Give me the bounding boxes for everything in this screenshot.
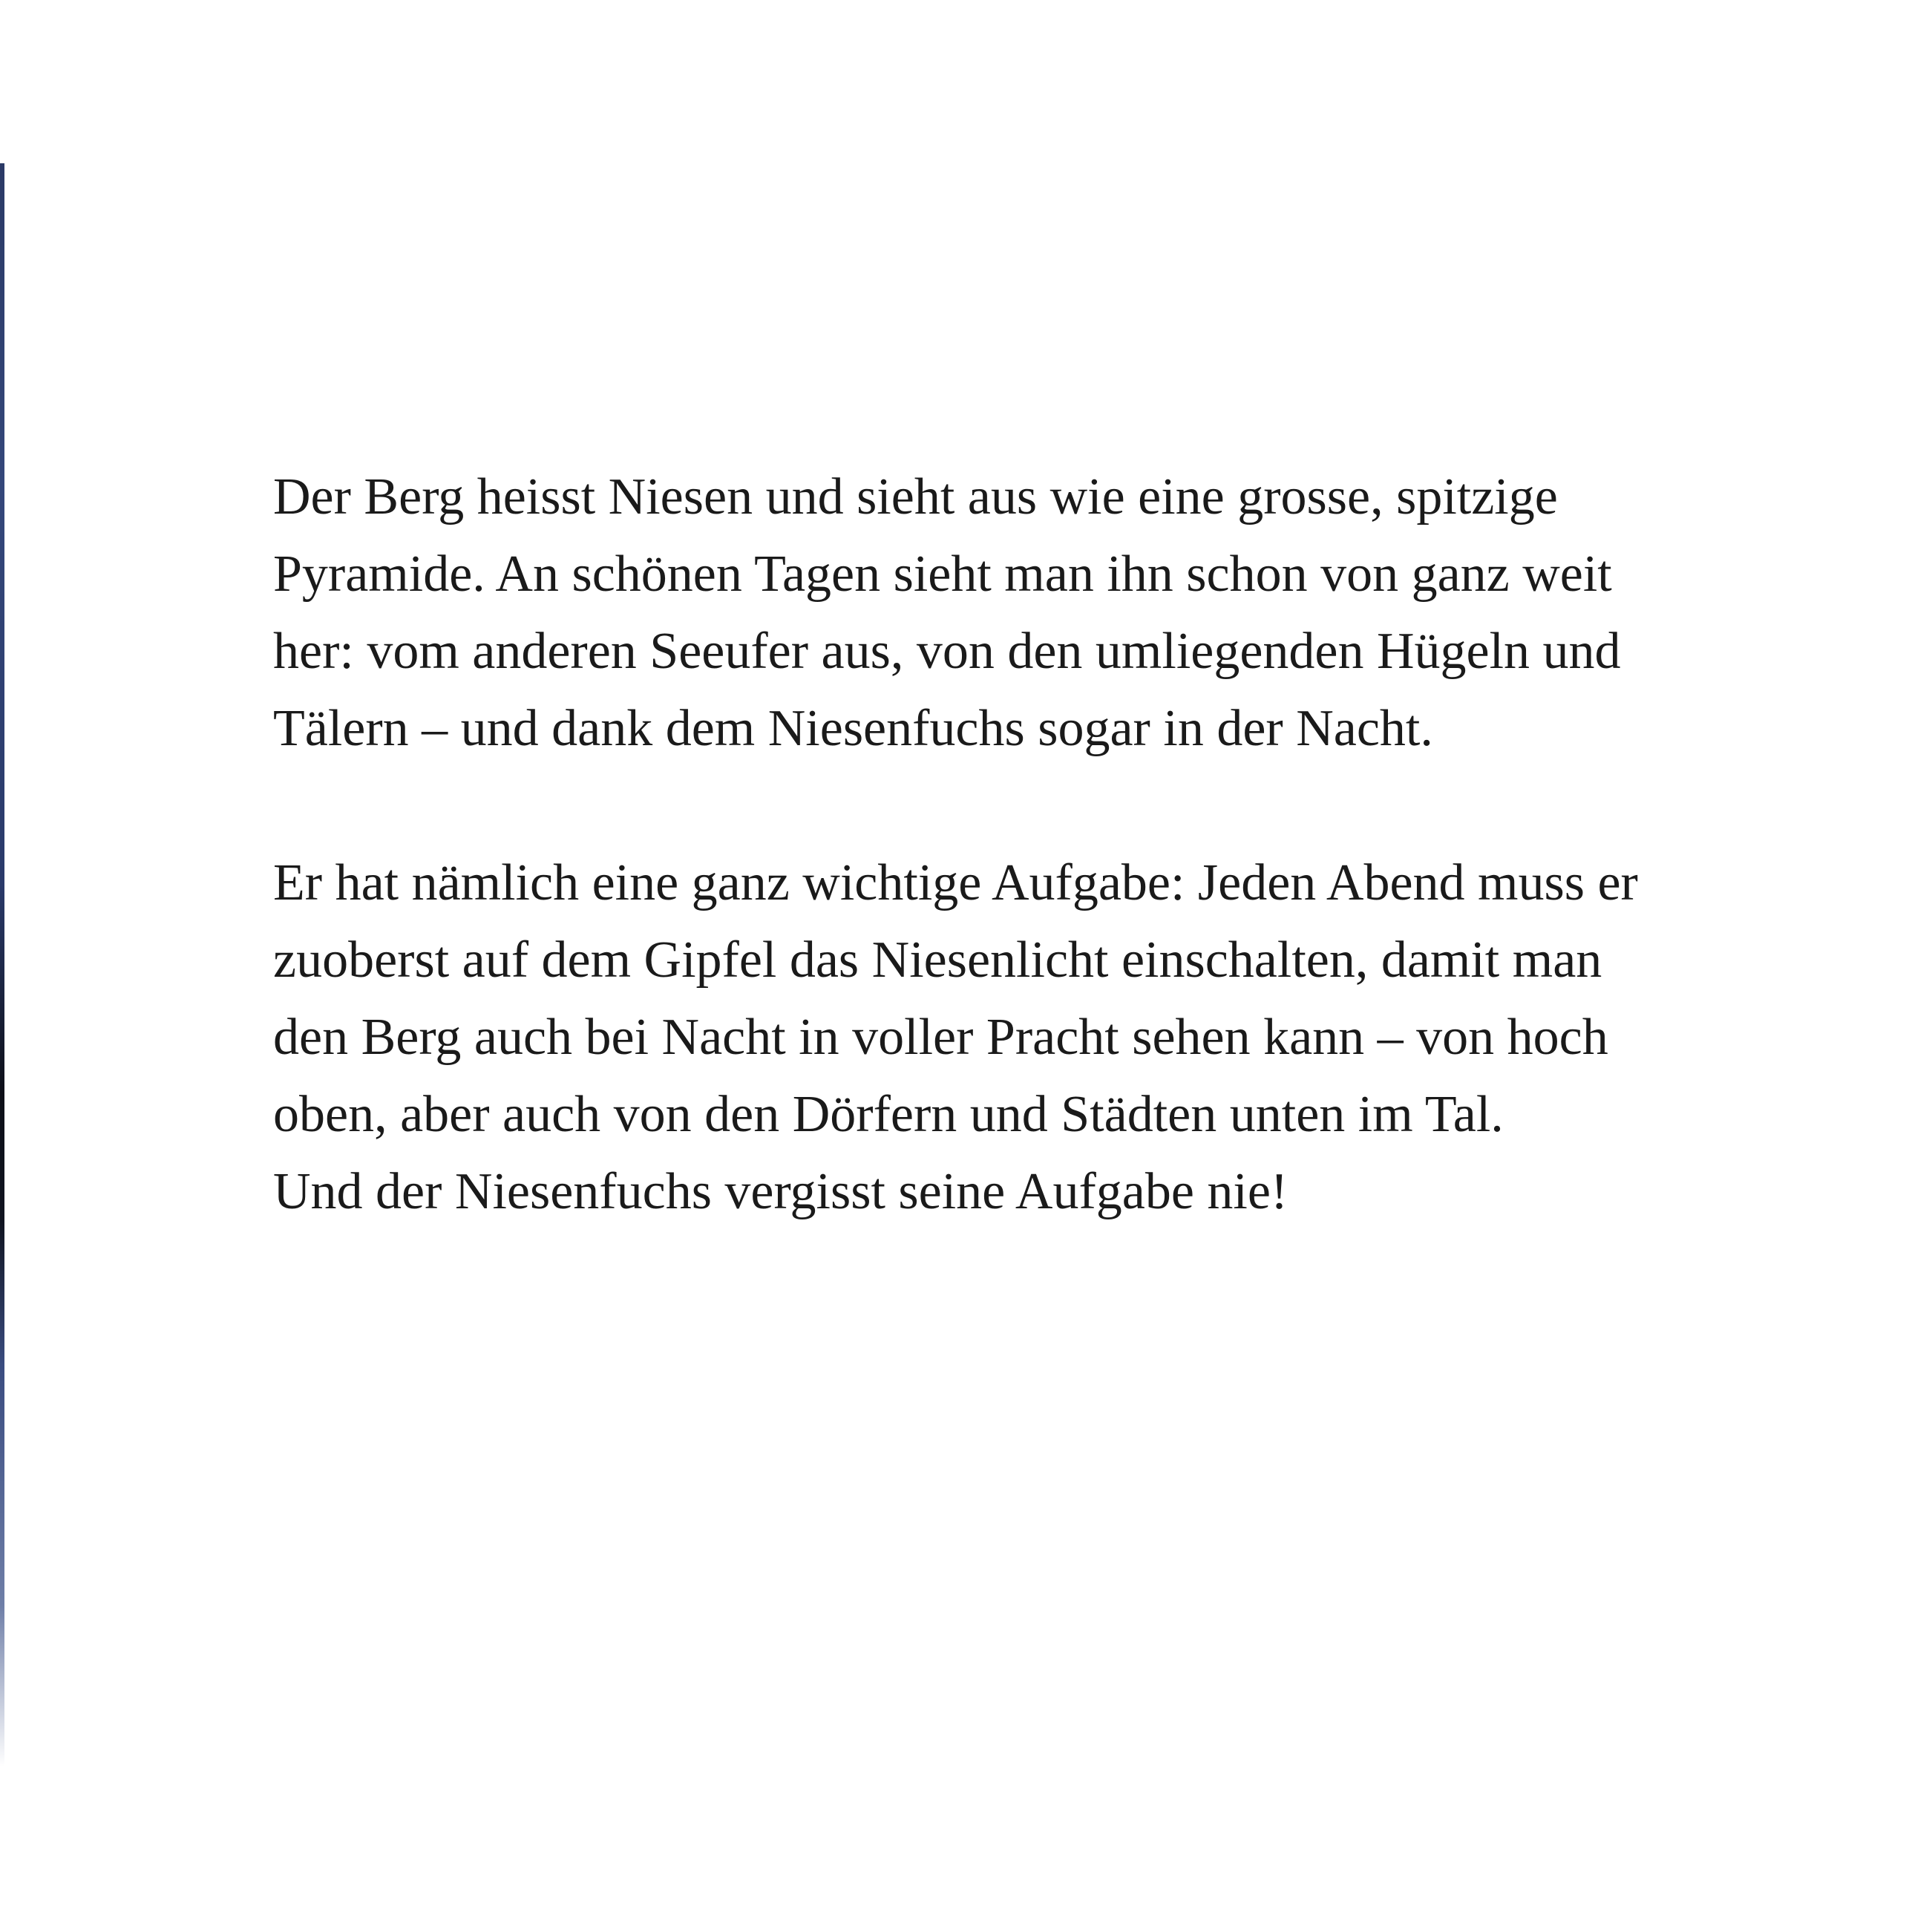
- text-line: Tälern – und dank dem Niesenfuchs sogar in der Nacht.: [273, 700, 1433, 757]
- text-line: her: vom anderen Seeufer aus, von den umliegenden Hügeln und: [273, 623, 1621, 680]
- paragraph-2: [273, 845, 1683, 1231]
- text-line: Er hat nämlich eine ganz wichtige Aufgabe: Jeden Abend muss er: [273, 854, 1638, 911]
- facing-page-edge: [0, 163, 4, 1766]
- text-line: Und der Niesenfuchs vergisst seine Aufgabe nie!: [273, 1163, 1288, 1220]
- paragraph-1: [273, 459, 1683, 767]
- text-line: Der Berg heisst Niesen und sieht aus wie eine grosse, spitzige: [273, 468, 1558, 525]
- text-line: zuoberst auf dem Gipfel das Niesenlicht einschalten, damit man: [273, 931, 1602, 989]
- story-text: [273, 459, 1683, 1231]
- text-line: den Berg auch bei Nacht in voller Pracht sehen kann – von hoch: [273, 1009, 1608, 1066]
- text-line: oben, aber auch von den Dörfern und Städten unten im Tal.: [273, 1086, 1504, 1143]
- text-line: Pyramide. An schönen Tagen sieht man ihn schon von ganz weit: [273, 546, 1612, 603]
